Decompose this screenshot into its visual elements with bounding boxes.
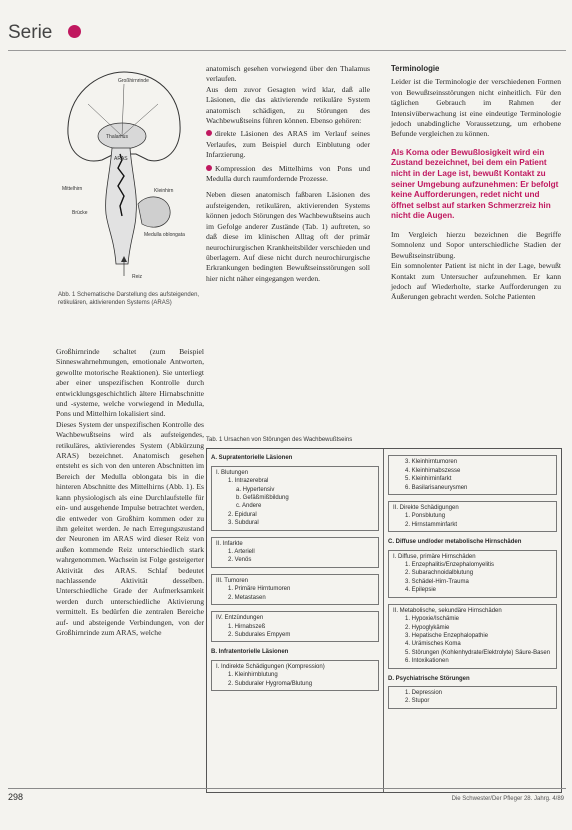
table-group: I. Blutungen 1. Intrazerebral a. Hypertensiv b. Gefäßmißbildung c. Andere 2. Epidural 3. Subdural	[211, 466, 379, 531]
paragraph: anatomisch gesehen vorwiegend über den Thalamus verlaufen.	[206, 64, 370, 84]
series-label: Serie	[8, 22, 53, 43]
table-section-heading: C. Diffuse und/oder metabolische Hirnschäden	[388, 539, 522, 546]
label-bruecke: Brücke	[72, 210, 88, 216]
bullet-item: Kompression des Mittelhirns von Pons und Medulla durch raumfordernde Prozesse.	[206, 163, 370, 184]
table-group: II. Infarkte 1. Arteriell 2. Venös	[211, 537, 379, 568]
table-group: II. Metabolische, sekundäre Hirnschäden 1. Hypoxie/Ischämie 2. Hypoglykämie 3. Hepatische Enzephalopathie 4. Urämisches Koma 5. Störungen (Kohlenhydrate/Elektrolyte) Säure-Basen 6. Intoxikationen	[388, 604, 557, 669]
table-column-right	[384, 449, 561, 792]
label-aras: ARAS	[114, 156, 128, 162]
label-kleinhirn: Kleinhirn	[154, 188, 174, 194]
table-group: II. Direkte Schädigungen 1. Ponsblutung 2. Hirnstamminfarkt	[388, 501, 557, 532]
table-body	[206, 448, 562, 793]
label-thalamus: Thalamus	[106, 134, 128, 140]
table-section-heading: B. Infratentorielle Läsionen	[211, 649, 289, 656]
paragraph: Ein somnolenter Patient ist nicht in der Lage, bewußt Kontakt zum Untersucher aufzunehmen. Er kann jedoch auf Wiederholte, starke Aufforderungen zu Äußerungen gebracht werden. Solche Patienten	[391, 261, 561, 302]
label-reiz: Reiz	[132, 274, 143, 280]
table-section-heading: A. Supratentorielle Läsionen	[211, 455, 293, 462]
causes-table	[206, 435, 562, 793]
bullet-item: direkte Läsionen des ARAS im Verlauf seines Verlaufes, zum Beispiel durch Einblutung oder Infarzierung.	[206, 129, 370, 160]
label-mittelhirn: Mittelhirn	[62, 186, 83, 192]
label-grosshirn: Großhirnrinde	[118, 78, 149, 84]
table-title: Tab. 1 Ursachen von Störungen des Wachbewußtseins	[206, 437, 353, 443]
page-number: 298	[8, 792, 24, 802]
bullet-dot-icon	[206, 130, 212, 136]
table-group: 3. Kleinhirntumoren 4. Kleinhirnabszesse 5. Kleinhirninfarkt 6. Basilarisaneurysmen	[388, 455, 557, 495]
footer-rule	[8, 788, 566, 789]
body-column-1	[56, 347, 204, 638]
body-column-2	[206, 64, 370, 284]
header-rule	[8, 50, 566, 51]
aras-brain-diagram	[58, 64, 190, 282]
figure-caption: Abb. 1 Schematische Darstellung des aufsteigenden, retikulären, aktivierenden Systems (ARAS)	[58, 292, 200, 306]
highlight-definition: Als Koma oder Bewußlosigkeit wird ein Zustand bezeichnet, bei dem ein Patient nicht in der Lage ist, bewußt Kontakt zu seiner Umgebung aufzunehmen: Er befolgt keine Aufforderungen, redet nicht und öffnet selbst auf starken Schmerzreiz hin nicht die Augen.	[391, 147, 559, 221]
section-heading: Terminologie	[391, 64, 440, 73]
paragraph: Aus dem zuvor Gesagten wird klar, daß alle Läsionen, die das aktivierende retikuläre System anatomisch schädigen, zu Störungen des Wachbewußtseins führen können. Ebenso gehören:	[206, 84, 370, 126]
label-medulla: Medulla oblongata	[144, 232, 185, 238]
journal-reference: Die Schwester/Der Pfleger 28. Jahrg. 4/89	[451, 796, 564, 802]
bullet-dot-icon	[206, 165, 212, 171]
table-group: IV. Entzündungen 1. Hirnabszeß 2. Subdurales Empyem	[211, 611, 379, 642]
paragraph: Leider ist die Terminologie der verschiedenen Formen von Bewußtseinsstörungen nicht einheitlich. Für den täglichen Gebrauch im Rahmen der Intensivüberwachung ist eine eindeutige Terminologie jedoch unabdingliche Voraussetzung, um erhobene Befunde vergleichen zu können.	[391, 77, 561, 139]
table-group: I. Indirekte Schädigungen (Kompression) 1. Kleinhirnblutung 2. Subduraler Hygroma/Blutung	[211, 660, 379, 691]
table-column-left	[207, 449, 384, 792]
table-group: III. Tumoren 1. Primäre Hirntumoren 2. Metastasen	[211, 574, 379, 605]
body-column-3	[391, 64, 561, 303]
paragraph: Neben diesen anatomisch faßbaren Läsionen des aufsteigenden, retikulären, aktivierenden Systems können jedoch Störungen des Wachbewußtseins auch im Gefolge anderer Zustände (Tab. 1) auftreten, so daß diese im klinischen Alltag oft der primär neurochirurgischen Krankheitsbilder verschieden und überlagern. Auf diese nicht durch neurochirurgische Erkrankungen bedingten Bewußtseinsstörungen soll hier nicht näher eingegangen werden.	[206, 190, 370, 283]
paragraph: Großhirnrinde schaltet (zum Beispiel Sinneswahrnehmungen, emotionale Antworten, gewollte motorische Reaktionen). Sie unterliegt aber einer unspezifischen Kontrolle durch entwicklungsgeschichtlich ältere Hirnabschnitte und -systeme, welche vorwiegend in Medulla, Pons und Mittelhirn lokalisiert sind.	[56, 347, 204, 419]
series-accent-dot	[68, 25, 81, 38]
paragraph: Im Vergleich hierzu bezeichnen die Begriffe Somnolenz und Sopor unterschiedliche Stadien der Bewußtseinstrübung.	[391, 230, 561, 260]
paragraph: Dieses System der unspezifischen Kontrolle des Wachbewußtseins wird als aufsteigendes, retikuläres, aktivierendes System (Abkürzung ARAS) bezeichnet. Anatomisch gesehen entsteht es sich von den unteren Abschnitten im Bereich der Medulla oblongata bis in die hinteren Abschnitte des Mittelhirns (Abb. 1). Es kann physiologisch als eine Durchlaufstelle für ein- und ausgehende Impulse betrachtet werden, die entweder von Großhirn kommen oder zu ihm geleitet werden. Je nach Erregungszustand der Neuronen im ARAS wird dieser Reiz von außen kommende Reiz unterschiedlich stark wahrgenommen. Wachsein ist Folge gesteigerter Aktivität des ARAS. Schlaf bedeutet nachlassende Aktivität desselben. Unterschiedliche Grade der Aufmerksamkeit werden durch unterschiedliche Aktivierung vermittelt. Es bedürfen die zentralen Bereiche auf- und absteigende Verbindungen, von der Großhirnrinde zum ARAS, welche	[56, 419, 204, 637]
table-group: I. Diffuse, primäre Hirnschäden 1. Enzephalitis/Enzephalomyelitis 2. Subarachnoidalblutung 3. Schädel-Hirn-Trauma 4. Epilepsie	[388, 550, 557, 598]
table-group: 1. Depression 2. Stupor	[388, 686, 557, 709]
table-section-heading: D. Psychiatrische Störungen	[388, 675, 470, 682]
